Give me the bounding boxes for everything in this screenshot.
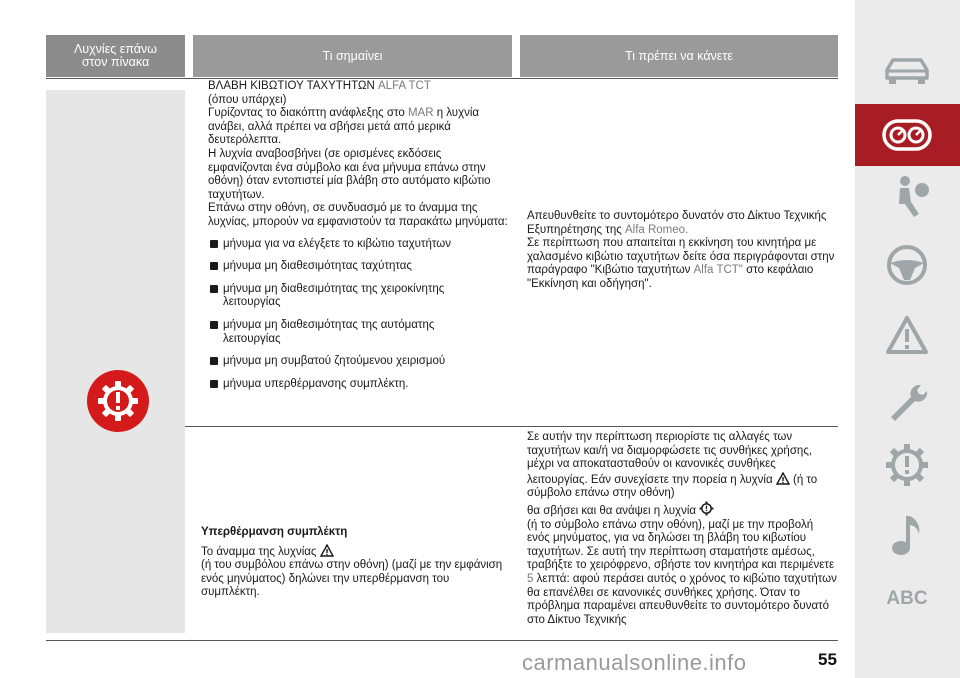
header-col-warning-lights	[46, 35, 185, 77]
dashboard-gauges-icon[interactable]	[872, 110, 942, 160]
row1-meaning	[208, 80, 508, 391]
bullet-square-icon	[210, 240, 218, 248]
row1-action	[527, 210, 839, 292]
music-note-icon[interactable]	[872, 510, 942, 560]
header-col-action	[520, 35, 838, 77]
bullet-item: μήνυμα μη συμβατού ζητούμενου χειρισμού	[208, 355, 508, 369]
index-abc-label[interactable]: ABC	[886, 588, 928, 609]
bullet-square-icon	[210, 285, 218, 293]
gearbox-fault-small-icon	[699, 501, 714, 516]
header-col1-label: Λυχνίες επάνω στον πίνακα	[73, 42, 158, 69]
row1-where: (όπου υπάρχει)	[208, 93, 287, 106]
bullet-item: μήνυμα μη διαθεσιμότητας της χειροκίνητης λειτουργίας	[208, 283, 508, 310]
bullet-square-icon	[210, 357, 218, 365]
bullet-square-icon	[210, 321, 218, 329]
warning-triangle-icon	[776, 472, 790, 485]
table-bottom-line	[46, 640, 838, 641]
page-number: 55	[818, 650, 837, 669]
brand-name: Alfa Romeo.	[624, 223, 689, 236]
row2-title: Υπερθέρμανση συμπλέκτη	[201, 526, 348, 538]
gearbox-fault-warning-icon	[87, 370, 149, 432]
bullet-square-icon	[210, 262, 218, 270]
row1-title-prefix: ΒΛΑΒΗ ΚΙΒΩΤΙΟΥ ΤΑΧΥΤΗΤΩΝ	[208, 80, 375, 92]
warning-light-cell	[46, 90, 185, 633]
row2-line1: Το άναμμα της λυχνίας	[201, 544, 506, 560]
row1-title-suffix: ALFA TCT	[378, 80, 431, 92]
car-icon[interactable]	[872, 45, 942, 95]
header-col3-label: Τι πρέπει να κάνετε	[625, 48, 733, 63]
header-col-meaning	[193, 35, 512, 77]
bullet-item: μήνυμα υπερθέρμανσης συμπλέκτη.	[208, 378, 508, 392]
row1-p3: Επάνω στην οθόνη, σε συνδυασμό με το άναμμα της λυχνίας, μπορούν να εμφανιστούν τα παρακάτω μηνύματα:	[208, 202, 508, 228]
row1-p1	[208, 107, 508, 148]
row1-p1-mar: MAR	[407, 107, 434, 120]
wrench-icon[interactable]	[872, 376, 942, 426]
steering-wheel-icon[interactable]	[872, 240, 942, 290]
row2-action: Σε αυτήν την περίπτωση περιορίστε τις αλλαγές των ταχυτήτων και/ή να διαμορφώσετε τις συνθήκες χρήσης, μέχρι να αποκατασταθούν οι κανονικές συνθήκες λειτουργίας. Εάν συνεχίσετε την πορεία η λυχνία (ή το σύμβολο επάνω στην οθόνη) θα σβήσει και θα ανάψει η λυχνία (ή το σύμβολο επάνω στην οθόνη), μαζί με την προβολή ενός μηνύματος, για να δηλώσει τη βλάβη του κιβωτίου ταχυτήτων. Σε αυτή την περίπτωση σταματήστε αμέσως, τραβήξτε το χειρόφρενο, σβήστε τον κινητήρα και περιμένετε 5 λεπτά: αφού περάσει αυτός ο χρόνος το κιβώτιο ταχυτήτων θα επανέλθει σε κανονικές συνθήκες χρήσης. Όταν το πρόβλημα παραμένει απευθυνθείτε το συντομότερο δυνατό στο Δίκτυο Τεχνικής	[527, 431, 837, 626]
row-divider	[185, 426, 838, 427]
row1-p1-after: η λυχνία ανάβει, αλλά πρέπει να σβήσει μετά από μερικά δευτερόλεπτα.	[208, 107, 480, 147]
row1-p1-before: Γυρίζοντας το διακόπτη ανάφλεξης στο	[208, 107, 405, 120]
row2-desc: (ή του συμβόλου επάνω στην οθόνη) (μαζί με την εμφάνιση ενός μηνύματος) δηλώνει την υπερθέρμανση του συμπλέκτη.	[201, 559, 503, 599]
row1-action-p1: Απευθυνθείτε το συντομότερο δυνατόν στο Δίκτυο Τεχνικής Εξυπηρέτησης της Alfa Romeo.	[527, 210, 827, 236]
warning-triangle-icon[interactable]	[872, 310, 942, 360]
header-divider	[46, 78, 838, 79]
bullet-item: μήνυμα μη διαθεσιμότητας ταχύτητας	[208, 260, 508, 274]
watermark: carmanualsonline.info	[522, 650, 747, 675]
airbag-safety-icon[interactable]	[872, 172, 942, 222]
gear-settings-icon[interactable]	[872, 440, 942, 490]
bullet-item: μήνυμα για να ελέγξετε το κιβώτιο ταχυτήτων	[208, 238, 508, 252]
row1-title	[208, 80, 508, 94]
row2-meaning	[201, 526, 506, 600]
bullet-square-icon	[210, 380, 218, 388]
row1-action-p2: Σε περίπτωση που απαιτείται η εκκίνηση του κινητήρα με χαλασμένο κιβώτιο ταχυτήτων δείτε όσα περιγράφονται στην παράγραφο "Κιβώτιο ταχυτήτων Alfa TCT" στο κεφάλαιο "Εκκίνηση και οδήγηση".	[527, 237, 835, 290]
bullet-item: μήνυμα μη διαθεσιμότητας της αυτόματης λειτουργίας	[208, 319, 508, 346]
row1-p2: Η λυχνία αναβοσβήνει (σε ορισμένες εκδόσεις εμφανίζονται ένα σύμβολο και ένα μήνυμα επάνω στην οθόνη) όταν εντοπιστεί μία βλάβη στο αυτόματο κιβώτιο ταχυτήτων.	[208, 147, 491, 201]
header-col2-label: Τι σημαίνει	[322, 48, 383, 63]
warning-triangle-icon	[320, 544, 334, 557]
